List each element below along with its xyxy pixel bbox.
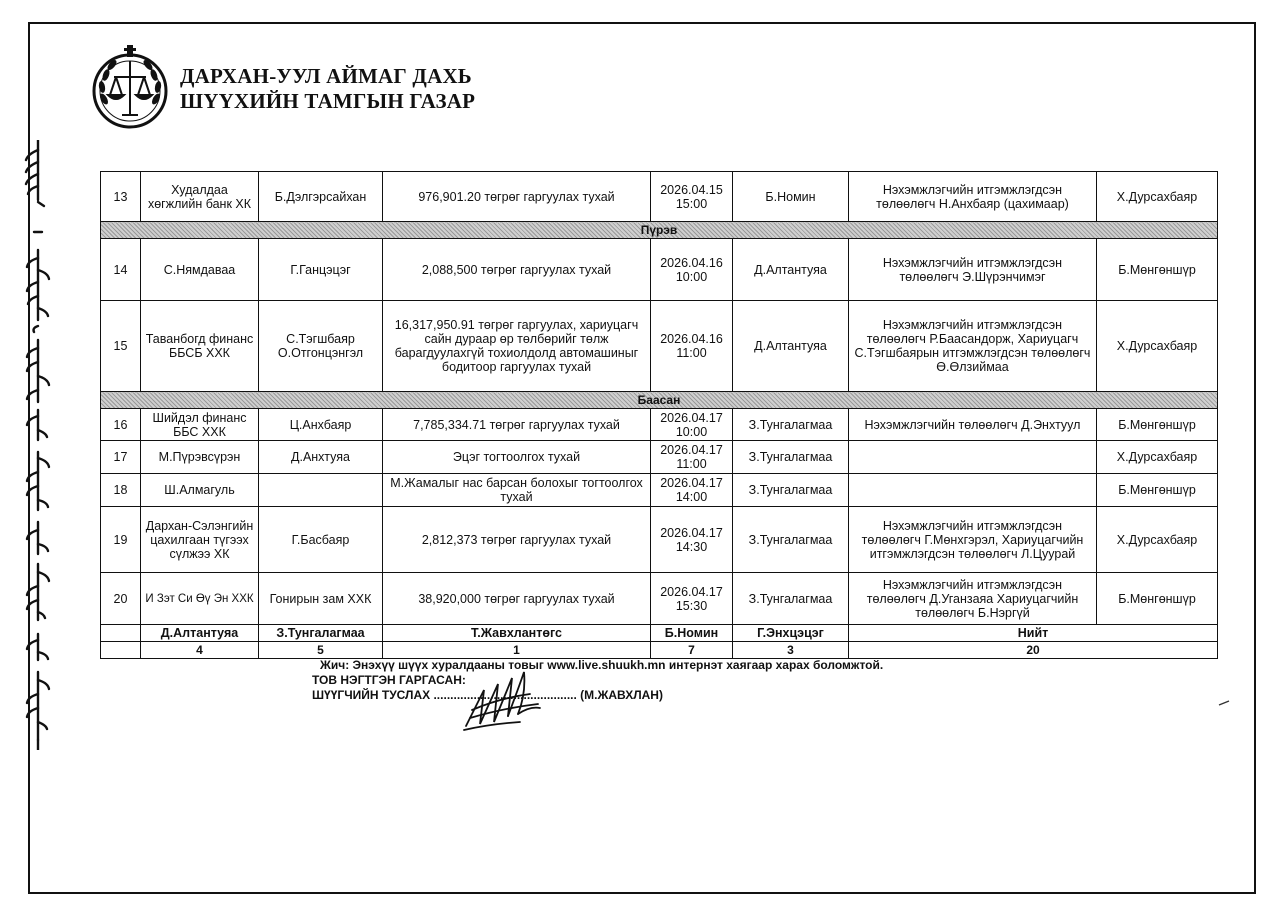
representative: Нэхэмжлэгчийн итгэмжлэгдсэн төлөөлөгч Э.Шүрэнчимэг (849, 239, 1097, 301)
case-number: 13 (101, 172, 141, 222)
judge-count-row (101, 642, 1218, 659)
table-row (101, 441, 1218, 474)
hearing-time: 15:30 (675, 598, 708, 613)
weekday-divider-row (101, 222, 1218, 239)
mongolian-script-margin (8, 140, 60, 750)
judge-count: 5 (259, 642, 383, 659)
assistant: Б.Мөнгөншүр (1097, 573, 1218, 625)
hearing-time: 14:30 (675, 539, 708, 554)
representative: Нэхэмжлэгчийн итгэмжлэгдсэн төлөөлөгч Г.Мөнхгэрэл, Хариуцагчийн итгэмжлэгдсэн төлөөлөгч Л.Цуурай (849, 507, 1097, 573)
hearing-date: 2026.04.17 (660, 410, 723, 425)
judge-summary-row (101, 625, 1218, 642)
hearing-time: 10:00 (675, 269, 708, 284)
table-row (101, 301, 1218, 392)
hearing-datetime (651, 409, 733, 441)
hearing-datetime (651, 507, 733, 573)
defendant: Ц.Анхбаяр (259, 409, 383, 441)
table-row (101, 172, 1218, 222)
defendant: Б.Дэлгэрсайхан (259, 172, 383, 222)
plaintiff: С.Нямдаваа (141, 239, 259, 301)
defendant: С.Тэгшбаяр О.Отгонцэнгэл (259, 301, 383, 392)
assistant-signature-line: ШҮҮГЧИЙН ТУСЛАХ ........................................... (М.ЖАВХЛАН) (312, 688, 663, 702)
claim: 976,901.20 төгрөг гаргуулах тухай (383, 172, 651, 222)
judge: Д.Алтантуяа (733, 239, 849, 301)
weekday-label: Пүрэв (101, 222, 1218, 239)
org-title-line-1: ДАРХАН-УУЛ АЙМАГ ДАХЬ (180, 64, 472, 88)
judge-name: Т.Жавхлантөгс (383, 625, 651, 642)
judge: З.Тунгалагмаа (733, 474, 849, 507)
hearing-datetime (651, 474, 733, 507)
judge-count: 4 (141, 642, 259, 659)
judge: Б.Номин (733, 172, 849, 222)
org-title-line-2: ШҮҮХИЙН ТАМГЫН ГАЗАР (180, 89, 476, 113)
claim: 2,812,373 төгрөг гаргуулах тухай (383, 507, 651, 573)
hearing-time: 10:00 (675, 424, 708, 439)
representative (849, 441, 1097, 474)
plaintiff: Шийдэл финанс ББС ХХК (141, 409, 259, 441)
hearing-date: 2026.04.17 (660, 443, 723, 457)
assistant: Б.Мөнгөншүр (1097, 239, 1218, 301)
representative: Нэхэмжлэгчийн итгэмжлэгдсэн төлөөлөгч Д.Уганзаяа Хариуцагчийн төлөөлөгч Б.Нэргүй (849, 573, 1097, 625)
claim: 16,317,950.91 төгрөг гаргуулах, хариуцагч сайн дураар өр төлбөрийг төлж барагдуулахгүй тохиолдолд автомашиныг бодитоор гаргуулах тухай (383, 301, 651, 392)
table-row (101, 474, 1218, 507)
case-number: 14 (101, 239, 141, 301)
assistant: Х.Дурсахбаяр (1097, 172, 1218, 222)
claim: 7,785,334.71 төгрөг гаргуулах тухай (383, 409, 651, 441)
case-number: 16 (101, 409, 141, 441)
blank-cell (101, 642, 141, 659)
case-number: 20 (101, 573, 141, 625)
case-number: 17 (101, 441, 141, 474)
judge-count: 3 (733, 642, 849, 659)
weekday-divider-row (101, 392, 1218, 409)
judge-name: Б.Номин (651, 625, 733, 642)
case-number: 18 (101, 474, 141, 507)
judge-name: Д.Алтантуяа (141, 625, 259, 642)
defendant: Гонирын зам ХХК (259, 573, 383, 625)
hearing-date: 2026.04.16 (660, 332, 723, 346)
assistant: Х.Дурсахбаяр (1097, 441, 1218, 474)
hearing-date: 2026.04.16 (660, 255, 723, 270)
hearing-time: 11:00 (676, 457, 707, 471)
judge: З.Тунгалагмаа (733, 573, 849, 625)
total-label: Нийт (849, 625, 1218, 642)
weekday-label: Баасан (101, 392, 1218, 409)
claim: 2,088,500 төгрөг гаргуулах тухай (383, 239, 651, 301)
assistant: Б.Мөнгөншүр (1097, 474, 1218, 507)
hearing-datetime (651, 239, 733, 301)
assistant: Б.Мөнгөншүр (1097, 409, 1218, 441)
hearing-time: 14:00 (675, 490, 708, 504)
hearing-datetime (651, 441, 733, 474)
judge: З.Тунгалагмаа (733, 507, 849, 573)
judge: З.Тунгалагмаа (733, 441, 849, 474)
judge-name: Г.Энхцэцэг (733, 625, 849, 642)
plaintiff: Таванбогд финанс ББСБ ХХК (141, 301, 259, 392)
court-office-title (180, 64, 475, 114)
hearing-date: 2026.04.17 (660, 525, 723, 540)
claim: 38,920,000 төгрөг гаргуулах тухай (383, 573, 651, 625)
case-number: 19 (101, 507, 141, 573)
handwritten-signature (460, 664, 546, 734)
prepared-by-label: ТОВ НЭГТГЭН ГАРГАСАН: (312, 673, 466, 687)
claim: М.Жамалыг нас барсан болохыг тогтоолгох тухай (383, 474, 651, 507)
table-row (101, 507, 1218, 573)
representative: Нэхэмжлэгчийн төлөөлөгч Д.Энхтуул (849, 409, 1097, 441)
defendant: Д.Анхтуяа (259, 441, 383, 474)
judge: З.Тунгалагмаа (733, 409, 849, 441)
hearing-schedule-table (100, 171, 1218, 659)
hearing-datetime (651, 573, 733, 625)
blank-cell (101, 625, 141, 642)
defendant (259, 474, 383, 507)
hearing-time: 11:00 (676, 346, 707, 360)
total-count: 20 (849, 642, 1218, 659)
hearing-datetime (651, 301, 733, 392)
representative (849, 474, 1097, 507)
table-row (101, 239, 1218, 301)
hearing-datetime (651, 172, 733, 222)
judge-name: З.Тунгалагмаа (259, 625, 383, 642)
table-row (101, 573, 1218, 625)
assistant: Х.Дурсахбаяр (1097, 301, 1218, 392)
plaintiff: Ш.Алмагуль (141, 474, 259, 507)
plaintiff: М.Пүрэвсүрэн (141, 441, 259, 474)
plaintiff: И Зэт Си Өү Эн ХХК (141, 573, 259, 625)
assistant: Х.Дурсахбаяр (1097, 507, 1218, 573)
plaintiff: Дархан-Сэлэнгийн цахилгаан түгээх сүлжээ ХК (141, 507, 259, 573)
hearing-date: 2026.04.17 (660, 476, 723, 490)
representative: Нэхэмжлэгчийн итгэмжлэгдсэн төлөөлөгч Р.Баасандорж, Хариуцагч С.Тэгшбаярын итгэмжлэгдсэн төлөөлөгч Ө.Өлзиймаа (849, 301, 1097, 392)
footer-notes (312, 658, 883, 703)
defendant: Г.Басбаяр (259, 507, 383, 573)
judge-count: 1 (383, 642, 651, 659)
scan-mark (1218, 700, 1230, 706)
judge-count: 7 (651, 642, 733, 659)
live-stream-note: Жич: Энэхүү шүүх хуралдааны товыг www.live.shuukh.mn интернэт хаягаар харах боломжтой. (320, 658, 884, 672)
plaintiff: Худалдаа хөгжлийн банк ХК (141, 172, 259, 222)
hearing-time: 15:00 (675, 196, 708, 211)
defendant: Г.Ганцэцэг (259, 239, 383, 301)
case-number: 15 (101, 301, 141, 392)
hearing-date: 2026.04.17 (660, 584, 723, 599)
table-row (101, 409, 1218, 441)
representative: Нэхэмжлэгчийн итгэмжлэгдсэн төлөөлөгч Н.Анхбаяр (цахимаар) (849, 172, 1097, 222)
hearing-date: 2026.04.15 (660, 182, 723, 197)
judge: Д.Алтантуяа (733, 301, 849, 392)
claim: Эцэг тогтоолгох тухай (383, 441, 651, 474)
court-emblem-seal (90, 43, 170, 131)
